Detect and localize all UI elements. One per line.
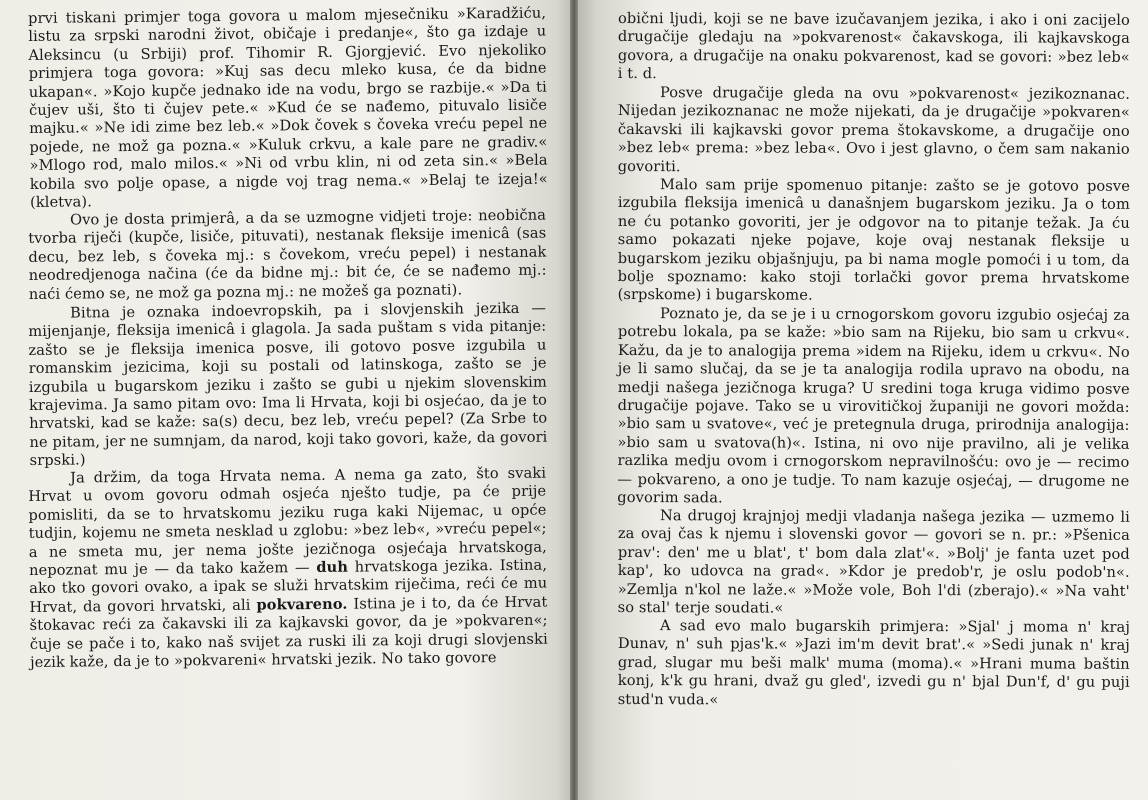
right-page (574, 0, 1148, 800)
paragraph: Ovo je dosta primjerâ, a da se uzmogne vidjeti troje: neobična tvorba riječi (kupče, lisiče, pituvati), nestanak fleksije imenicâ (sas decu, bez leb, s čoveka mj.: s čovekom, vreću pepel) i nestanak neodredjenoga načina (će da bidne mj.: bit će, će se nađemo mj.: naći ćemo se, ne mož ga pozna mj.: ne možeš ga poznati). (28, 207, 547, 304)
book-gutter (570, 0, 578, 800)
paragraph: Bitna je oznaka indoevropskih, pa i slovjenskih jezika — mijenjanje, fleksija imenicâ i glagola. Ja sada puštam s vida pitanje: zašto se je fleksija imenica posve, ili gotovo posve izgubila u romanskim jezicima, koji su postali od latinskoga, zašto se je izgubila u bugarskom jeziku i zašto se gubi u njekim slovenskim krajevima. Ja samo pitam ovo: Ima li Hrvata, koji bi osjećao, da je to hrvatski, kad se kaže: sa(s) decu, bez leb, vreću pepel? (Za Srbe to ne pitam, jer ne sumnjam, da narod, koji tako govori, kaže, da govori srpski.) (28, 299, 548, 469)
paragraph: Poznato je, da se je i u crnogorskom govoru izgubio osjećaj za potrebu lokala, pa se kaže: »bio sam na Rijeku, bio sam u crkvu«. Kažu, da je to analogija prema »idem na Rijeku, idem u crkvu«. No je li samo slučaj, da se je ta analogija rodila upravo na obodu, na medji našega jezičnoga kruga? U sredini toga kruga vidimo posve drugačije pojave. Tako se u virovitičkoj županiji ne govori možda: »bio sam u svatove«, već je pretegnula druga, prirodnija analogija: »bio sam u svatova(h)«. Istina, ni ovo nije pravilno, ali je velika razlika medju ovom i crnogorskom nepravilnošću: ovo je — recimo — pokvareno, a ono je tudje. To nam kazuje osjećaj, — drugome ne govorim sada. (617, 304, 1130, 506)
paragraph: Malo sam prije spomenuo pitanje: zašto se je gotovo posve izgubila fleksija imenicâ u današnjem bugarskom jeziku. Ja o tom ne ću potanko govoriti, jer je odgovor na to pitanje težak. Ja ću samo pokazati njeke pojave, koje ovaj nestanak fleksije u bugarskom jeziku objašnjuju, pa bi nama mogle pomoći i u tom, da bolje spoznamo: kako stoji torlački govor prema hrvatskome (srpskome) i bugarskome. (617, 175, 1130, 304)
paragraph-text: Istina je i to, da će Hrvat štokavac reći za čakavski ili za kajkavski govor, da je »pokvaren«; čuje se pače i to, kako naš svijet za ruski ili za koji drugi slovjenski jezik kaže, da je to »pokvareni« hrvatski jezik. No tako govore (29, 593, 548, 672)
paragraph: A sad evo malo bugarskih primjera: »Sjal' j moma n' kraj Dunav, n' suh pjas'k.« »Jazi im'm devit brat'.« »Sedi junak n' kraj grad, slugar mu beši malk' muma (moma).« »Hrani muma baštin konj, k'k gu hrani, dvaž gu gled', izvedi gu n' bjal Dun'f, d' gu puji stud'n vuda.« (617, 617, 1130, 709)
paragraph-text: hrvatskoga jezika. Istina, ako tko govori ovako, a ipak se služi hrvatskim riječima, reći će mu Hrvat, da govori hrvatski, ali (29, 556, 548, 616)
paragraph: prvi tiskani primjer toga govora u malom mjesečniku »Karadžiću, listu za srpski narodni život, običaje i predanje«, što ga izdaje u Aleksincu (u Srbiji) prof. Tihomir R. Gjorgjević. Evo njekoliko primjera toga govora: »Kuj sas decu mleko kusa, će da bidne ukapan«. »Kojo kupče jednako ide na vodu, brgo se razbije.« »Da ti čujev uši, što ti čujev pete.« »Kud će se nađemo, pituvalo lisiče majku.« »Ne idi zime bez leb.« »Dok čovek s čoveka vreću pepel ne pojede, ne mož ga pozna.« »Kuluk crkvu, a kale pare ne gradiv.« »Mlogo rod, malo milos.« »Ni od vrbu klin, ni od zeta sin.« »Bela kobila svo polje opase, a nigde voj trag nema.« »Belaj te izeja!« (kletva). (28, 4, 548, 212)
paragraph: obični ljudi, koji se ne bave izučavanjem jezika, i ako i oni zacijelo drugačije gledaju na »pokvarenost« čakavskoga, ili kajkavskoga govora, a drugačije na onaku pokvarenost, kad se govori: »bez leb« i t. d. (617, 10, 1130, 83)
paragraph: Na drugoj krajnjoj medji vladanja našega jezika — uzmemo li za ovaj čas k njemu i slovenski govor — govori se n. pr.: »Pšenica prav': den' me u blat', t' bom dala zlat'«. »Bolj' je fanta uzet pod kap', ko udovca na grad«. »Kdor je predob'r, je oslu podob'n«. »Zemlja n'kol ne laže.« »Može vole, Boh l'di (zberajo).« »Na vaht' so stal' terje soudati.« (617, 507, 1130, 617)
paragraph-text: Ja držim, da toga Hrvata nema. A nema ga zato, što svaki Hrvat u ovom govoru odmah osjeća nješto tudje, pa će prije pomisliti, da se to hrvatskomu jeziku ruga kaki Nijemac, u opće tudjin, kojemu ne smeta nesklad u zglobu: »bez leb«, »vreću pepel«; a ne smeta mu, jer nema jošte jezičnoga osjećaja hrvatskoga, nepoznat mu je — da tako kažem — (28, 464, 547, 580)
emphasized-word: duh (316, 558, 349, 577)
paragraph (28, 465, 548, 673)
emphasized-word: pokvareno. (256, 595, 348, 614)
paragraph: Posve drugačije gleda na ovu »pokvarenost« jezikoznanac. Nijedan jezikoznanac ne može nijekati, da je drugačije »pokvaren« čakavski ili kajkavski govor prema štokavskome, a drugačije ono »bez leb« prema: »bez leba«. Ovo i jest glavno, o čem sam nakanio govoriti. (617, 83, 1130, 175)
